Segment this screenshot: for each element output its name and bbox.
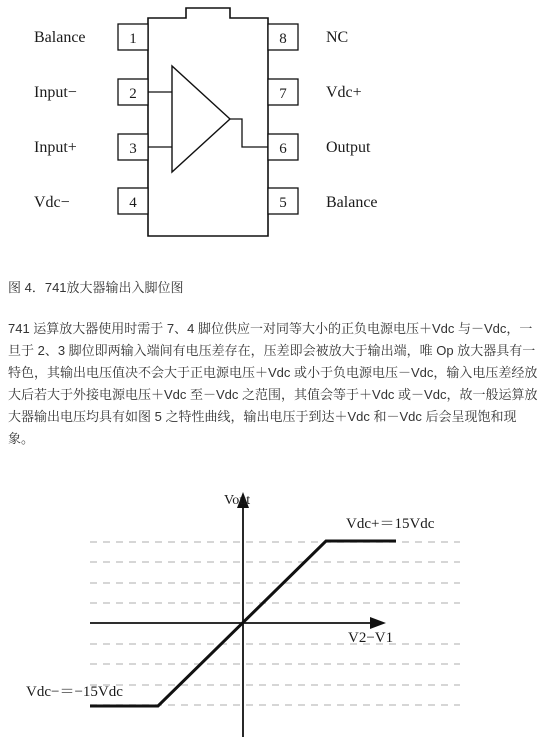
pin-label-balance-right: Balance <box>326 194 378 211</box>
positive-saturation-label: Vdc+＝15Vdc <box>346 516 435 532</box>
y-axis-label: Vout <box>224 493 251 508</box>
pin-label-input-minus: Input− <box>34 84 77 101</box>
pin-number-1: 1 <box>129 31 137 47</box>
pin-number-4: 4 <box>129 195 137 211</box>
figure-4-caption: 图 4．741放大器输出入脚位图 <box>8 280 184 295</box>
pin-label-output: Output <box>326 139 371 156</box>
pin-number-6: 6 <box>279 141 287 157</box>
x-axis-label: V2−V1 <box>348 630 394 646</box>
chip-body <box>148 8 268 236</box>
op-amp-pinout-diagram <box>0 0 549 240</box>
pin-label-vdc-plus: Vdc+ <box>326 84 362 101</box>
wire-output <box>230 119 268 147</box>
op-amp-triangle <box>172 66 230 172</box>
pin-label-nc: NC <box>326 29 349 46</box>
pin-number-5: 5 <box>279 195 287 211</box>
pin-label-input-plus: Input+ <box>34 139 77 156</box>
pin-label-vdc-minus: Vdc− <box>34 194 70 211</box>
negative-saturation-label: Vdc−＝−15Vdc <box>26 684 123 700</box>
pin-number-2: 2 <box>129 86 137 102</box>
x-axis-arrowhead <box>370 617 386 629</box>
pin-number-7: 7 <box>279 86 287 102</box>
pin-number-8: 8 <box>279 31 287 47</box>
description-paragraph: 741 运算放大器使用时需于 7、4 脚位供应一对同等大小的正负电源电压＋Vdc 与－Vdc，一旦于 2、3 脚位即两输入端间有电压差存在，压差即会被放大于输出端，唯 Op 放大器具有一特色，其输出电压值决不会大于正电源电压＋Vdc 或小于负电源电压－Vdc，输入电压差经放大后若大于外接电源电压＋Vdc 至－Vdc 之范围，其值会等于＋Vdc 或－Vdc，故一般运算放大器输出电压均具有如图 5 之特性曲线，输出电压于到达＋Vdc 和－Vdc 后会呈现饱和现象。 <box>8 321 538 446</box>
pin-label-balance-left: Balance <box>34 29 86 46</box>
pin-number-3: 3 <box>129 141 137 157</box>
transfer-characteristic-diagram <box>0 470 549 737</box>
